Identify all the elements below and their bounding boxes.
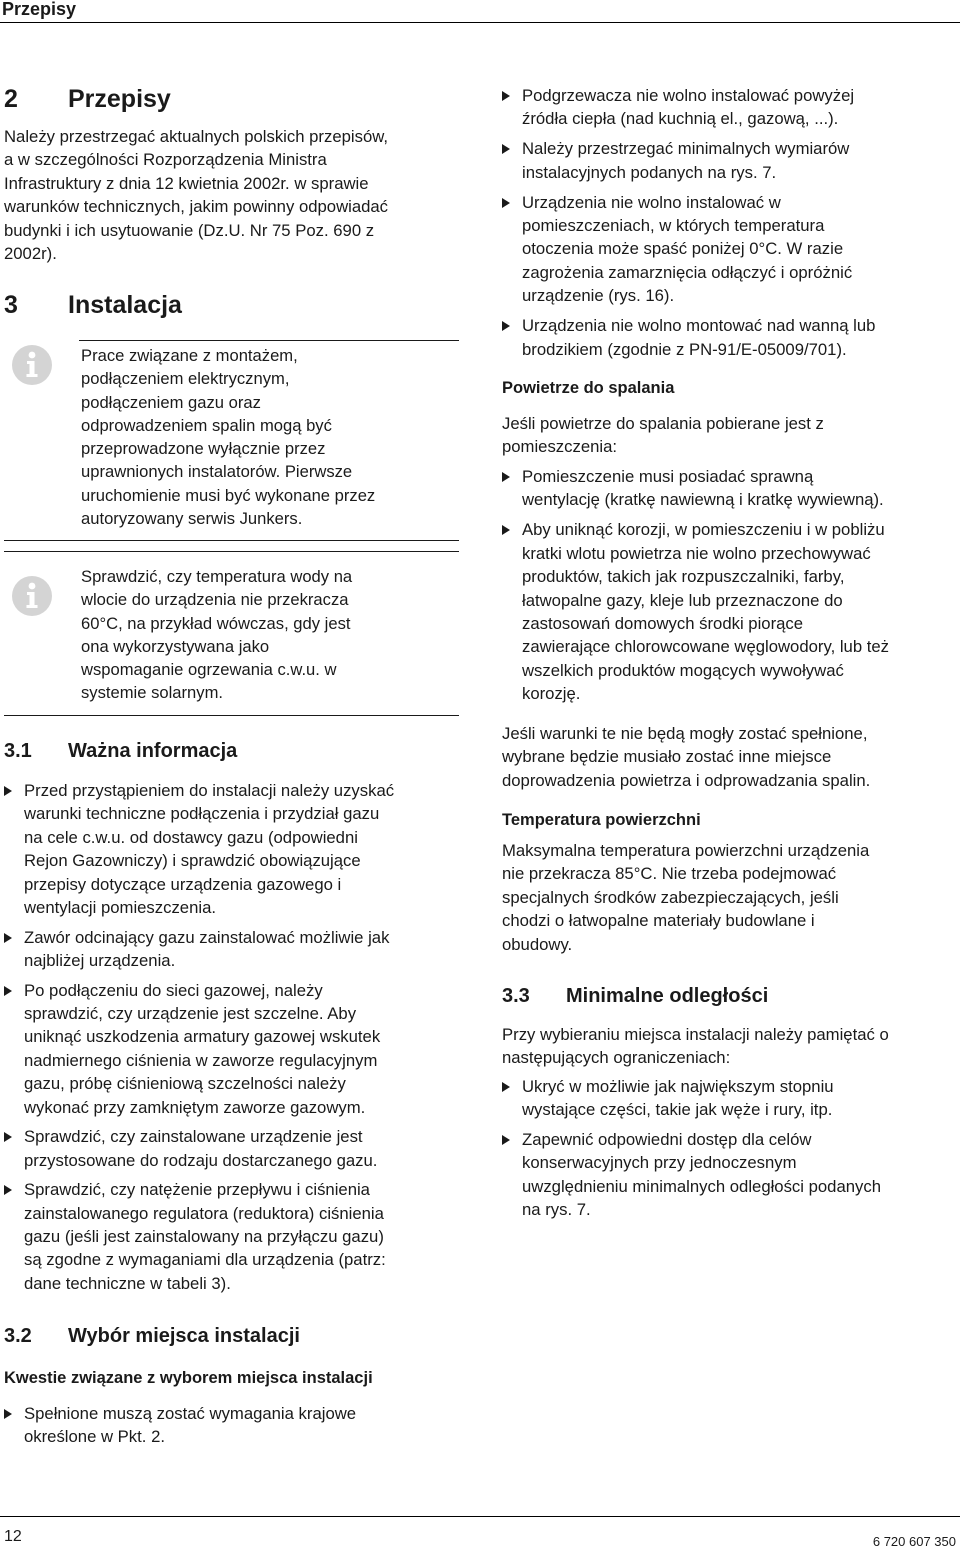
- text-line: chodzi o łatwopalne materiały budowlane i: [502, 911, 815, 931]
- list-item-line: Sprawdzić, czy natężenie przepływu i ciśnienia: [24, 1180, 370, 1200]
- list-item: [502, 84, 956, 131]
- list-item-line: Urządzenia nie wolno instalować w: [522, 192, 781, 212]
- list-item: [502, 314, 956, 361]
- bullet-arrow-icon: [502, 525, 510, 535]
- bullet-arrow-icon: [502, 91, 510, 101]
- bullet-arrow-icon: [502, 1082, 510, 1092]
- list-item-line: Ukryć w możliwie jak największym stopniu: [522, 1077, 834, 1096]
- text-line: doprowadzenia powietrza i odprowadzania spalin.: [502, 770, 871, 790]
- info-icon: [10, 343, 54, 387]
- bullet-arrow-icon: [4, 986, 12, 996]
- list-item: [502, 1128, 956, 1222]
- document-number: 6 720 607 350: [872, 1534, 956, 1549]
- section-title: Przepisy: [68, 85, 171, 113]
- combustion-air-heading: Powietrze do spalania: [502, 379, 675, 397]
- list-item-line: łatwopalne gazy, kleje lub przeznaczone do: [522, 590, 843, 610]
- list-item: [502, 465, 956, 512]
- bullet-arrow-icon: [4, 1409, 12, 1419]
- list-item-line: najbliżej urządzenia.: [24, 951, 176, 971]
- installation-restrictions-list: [502, 84, 956, 361]
- bullet-arrow-icon: [4, 1185, 12, 1195]
- bullet-arrow-icon: [4, 1132, 12, 1142]
- text-line: Prace związane z montażem,: [81, 346, 298, 365]
- section-3-2-heading: [4, 1323, 300, 1349]
- section-3-3-heading: [502, 983, 768, 1009]
- text-line: Sprawdzić, czy temperatura wody na: [81, 567, 353, 586]
- text-line: ona wykorzystywana jako: [81, 636, 270, 656]
- list-item-line: uwzględnieniu minimalnych odległości podanych: [522, 1176, 881, 1196]
- bullet-arrow-icon: [502, 321, 510, 331]
- text-line: Infrastruktury z dnia 12 kwietnia 2002r. w sprawie: [4, 173, 369, 193]
- notice-1-top-rule: [79, 340, 459, 341]
- list-item-line: przepisy dotyczące urządzenia gazowego i: [24, 874, 342, 894]
- list-item: [4, 1125, 459, 1172]
- notice-2-bottom-rule: [4, 715, 459, 716]
- list-item-line: kratki wlotu powietrza nie wolno przechowywać: [522, 543, 871, 563]
- list-item-line: gazu (jeśli jest zainstalowany na przyłączu gazu): [24, 1227, 384, 1247]
- list-item-line: zawierające chlorowcowane węglowodory, lub też: [522, 637, 890, 657]
- combustion-air-outro: [502, 722, 956, 792]
- list-item: [502, 518, 956, 705]
- list-item-line: na rys. 7.: [522, 1200, 591, 1220]
- list-item-line: wszelkich produktów mogących wywoływać: [522, 660, 844, 680]
- list-item-line: źródła ciepła (nad kuchnią el., gazową, ...).: [522, 109, 839, 129]
- text-line: Jeśli warunki te nie będą mogły zostać spełnione,: [502, 724, 868, 743]
- bullet-arrow-icon: [4, 786, 12, 796]
- section-number: 3: [4, 291, 18, 319]
- minimum-distances-list: [502, 1075, 956, 1221]
- text-line: systemie solarnym.: [81, 683, 224, 703]
- list-item-line: nadmiernego ciśnienia w zaworze regulacyjnym: [24, 1050, 378, 1070]
- list-item: [4, 1178, 459, 1295]
- section-number: 2: [4, 85, 18, 113]
- list-item-line: wykonać przy zamkniętym zaworze gazowym.: [24, 1097, 366, 1117]
- text-line: podłączeniem gazu oraz: [81, 392, 261, 412]
- text-line: specjalnych środków zabezpieczających, jeśli: [502, 887, 839, 907]
- list-item: [4, 979, 459, 1119]
- footer-divider: [0, 1516, 960, 1517]
- text-line: uprawnionych instalatorów. Pierwsze: [81, 462, 353, 482]
- list-item-line: Zawór odcinający gazu zainstalować możliwie jak: [24, 927, 390, 947]
- section-2-text: [4, 125, 459, 265]
- list-item-line: przystosowane do rodzaju dostarczanego gazu.: [24, 1150, 378, 1170]
- text-line: Przy wybieraniu miejsca instalacji należy pamiętać o: [502, 1025, 889, 1044]
- bullet-arrow-icon: [502, 144, 510, 154]
- header-title: Przepisy: [2, 0, 77, 19]
- list-item-line: zastosowań domowych środki piorące: [522, 613, 804, 633]
- section-number: 3.2: [4, 1325, 32, 1347]
- list-item-line: uniknąć uszkodzenia armatury gazowej wskutek: [24, 1027, 381, 1047]
- text-line: następujących ograniczeniach:: [502, 1048, 731, 1068]
- list-item-line: na cele c.w.u. od dostawcy gazu (odpowiedni: [24, 827, 358, 847]
- list-item-line: Pomieszczenie musi posiadać sprawną: [522, 467, 814, 486]
- section-2-heading: [4, 84, 171, 114]
- list-item-line: zainstalowanego regulatora (reduktora) ciśnienia: [24, 1203, 384, 1223]
- running-header: [0, 0, 960, 24]
- list-item-line: brodzikiem (zgodnie z PN-91/E-05009/701).: [522, 339, 847, 359]
- list-item-line: otoczenia może spaść poniżej 0°C. W razie: [522, 239, 844, 259]
- combustion-air-intro: [502, 412, 956, 459]
- list-item-line: gazu, próbę ciśnieniową szczelności należy: [24, 1074, 346, 1094]
- bullet-arrow-icon: [502, 472, 510, 482]
- list-item-line: zagrożenia zamarznięcia odłączyć i opróżnić: [522, 262, 853, 282]
- section-title: Instalacja: [68, 291, 182, 319]
- list-item-line: produktów, takich jak rozpuszczalniki, farby,: [522, 567, 845, 587]
- text-line: Jeśli powietrze do spalania pobierane jest z: [502, 414, 824, 433]
- list-item: [4, 779, 459, 919]
- section-title: Minimalne odległości: [566, 985, 769, 1007]
- surface-temperature-text: [502, 839, 956, 956]
- list-item-line: Rejon Gazowniczy) i sprawdzić obowiązujące: [24, 851, 361, 871]
- list-item-line: pomieszczeniach, w których temperatura: [522, 216, 825, 236]
- list-item-line: dane techniczne w tabeli 3).: [24, 1273, 231, 1293]
- list-item-line: sprawdzić, czy urządzenie jest szczelne. Aby: [24, 1004, 357, 1024]
- section-3-2-subtitle: Kwestie związane z wyborem miejsca instalacji: [4, 1369, 373, 1387]
- bullet-arrow-icon: [4, 933, 12, 943]
- list-item-line: są zgodne z wymaganiami dla urządzenia (patrz:: [24, 1250, 386, 1270]
- list-item-line: warunki techniczne podłączenia i przydział gazu: [24, 804, 380, 824]
- text-line: 60°C, na przykład wówczas, gdy jest: [81, 613, 351, 633]
- list-item: [4, 1402, 459, 1449]
- section-number: 3.1: [4, 740, 32, 762]
- list-item: [502, 1075, 956, 1122]
- text-line: wlocie do urządzenia nie przekracza: [81, 590, 349, 610]
- section-title: Ważna informacja: [68, 740, 238, 762]
- text-line: nie przekracza 85°C. Nie trzeba podejmować: [502, 864, 837, 884]
- text-line: warunków technicznych, jakim powinny odpowiadać: [4, 197, 389, 217]
- list-item: [502, 191, 956, 308]
- page-number: 12: [4, 1528, 22, 1545]
- list-item-line: określone w Pkt. 2.: [24, 1427, 165, 1447]
- section-3-1-heading: [4, 738, 237, 764]
- combustion-air-list: [502, 465, 956, 706]
- text-line: uruchomienie musi być wykonane przez: [81, 485, 376, 505]
- notice-2-top-rule: [4, 551, 459, 552]
- important-info-list: [4, 779, 459, 1295]
- list-item-line: korozję.: [522, 684, 581, 704]
- location-requirements-list: [4, 1402, 459, 1449]
- text-line: obudowy.: [502, 934, 573, 954]
- list-item-line: Zapewnić odpowiedni dostęp dla celów: [522, 1129, 812, 1149]
- section-number: 3.3: [502, 985, 530, 1007]
- list-item-line: Urządzenia nie wolno montować nad wanną lub: [522, 316, 876, 336]
- bullet-arrow-icon: [502, 1135, 510, 1145]
- list-item-line: wentylację (kratkę nawiewną i kratkę wywiewną).: [522, 490, 884, 510]
- surface-temperature-heading: Temperatura powierzchni: [502, 811, 701, 829]
- text-line: wspomaganie ogrzewania c.w.u. w: [81, 660, 337, 680]
- header-divider: [0, 22, 960, 23]
- list-item-line: Przed przystąpieniem do instalacji należy uzyskać: [24, 781, 395, 800]
- text-line: 2002r).: [4, 244, 57, 264]
- info-icon: [10, 574, 54, 618]
- list-item: [502, 137, 956, 184]
- list-item-line: urządzenie (rys. 16).: [522, 286, 675, 306]
- list-item: [4, 926, 459, 973]
- text-line: podłączeniem elektrycznym,: [81, 369, 290, 389]
- notice-2-text: [81, 565, 461, 705]
- section-3-3-intro: [502, 1023, 956, 1070]
- text-line: wybrane będzie musiało zostać inne miejsce: [502, 747, 832, 767]
- text-line: budynki i ich usytuowanie (Dz.U. Nr 75 Poz. 690 z: [4, 220, 375, 240]
- text-line: odprowadzeniem spalin mogą być: [81, 415, 332, 435]
- section-title: Wybór miejsca instalacji: [68, 1325, 300, 1347]
- list-item-line: konserwacyjnych przy jednoczesnym: [522, 1153, 797, 1173]
- list-item-line: Spełnione muszą zostać wymagania krajowe: [24, 1404, 357, 1423]
- list-item-line: Należy przestrzegać minimalnych wymiarów: [522, 139, 850, 159]
- list-item-line: Aby uniknąć korozji, w pomieszczeniu i w pobliżu: [522, 520, 885, 540]
- list-item-line: Po podłączeniu do sieci gazowej, należy: [24, 980, 323, 1000]
- section-3-heading: [4, 290, 182, 320]
- text-line: pomieszczenia:: [502, 437, 618, 457]
- text-line: Należy przestrzegać aktualnych polskich przepisów,: [4, 127, 388, 146]
- text-line: autoryzowany serwis Junkers.: [81, 509, 303, 529]
- notice-1-bottom-rule: [4, 540, 459, 541]
- list-item-line: wystające części, takie jak węże i rury, itp.: [522, 1100, 833, 1120]
- text-line: przeprowadzone wyłącznie przez: [81, 439, 326, 459]
- text-line: Maksymalna temperatura powierzchni urządzenia: [502, 841, 870, 860]
- list-item-line: instalacyjnych podanych na rys. 7.: [522, 162, 777, 182]
- list-item-line: Sprawdzić, czy zainstalowane urządzenie jest: [24, 1127, 363, 1147]
- text-line: a w szczególności Rozporządzenia Ministra: [4, 150, 327, 170]
- list-item-line: wentylacji pomieszczenia.: [24, 898, 216, 918]
- bullet-arrow-icon: [502, 198, 510, 208]
- notice-1-text: [81, 344, 461, 530]
- list-item-line: Podgrzewacza nie wolno instalować powyżej: [522, 86, 855, 105]
